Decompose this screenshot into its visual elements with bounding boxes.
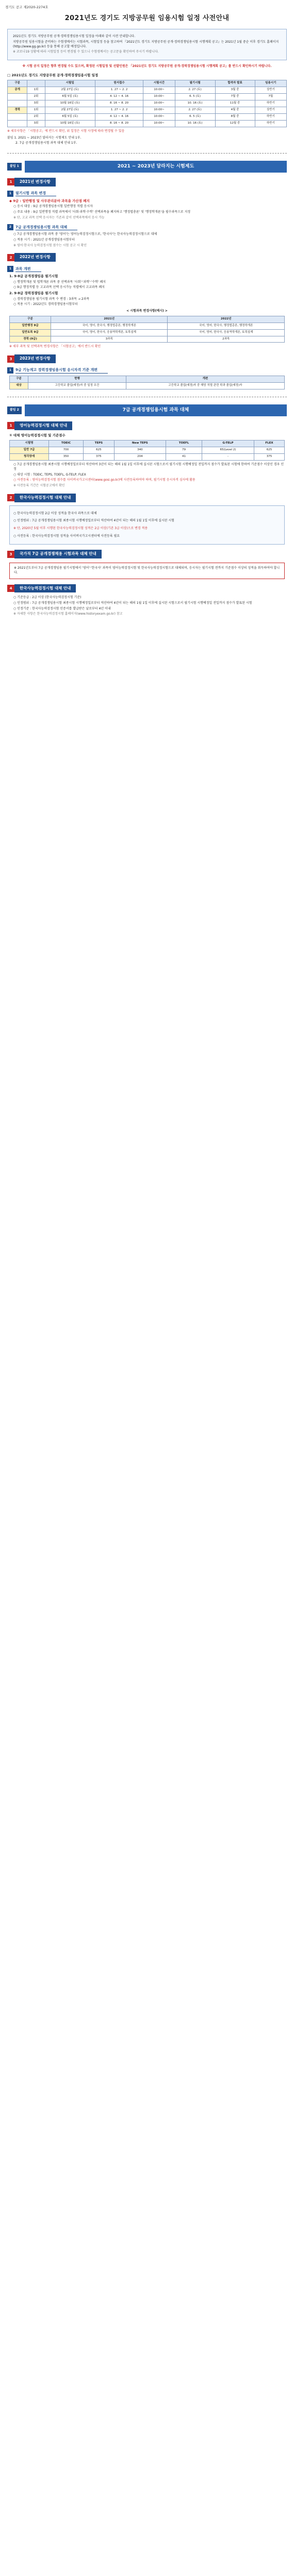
section-label: 한국사능력검정시험 대체 안내 — [14, 584, 76, 593]
table-cell: 청각장애 — [10, 454, 49, 461]
item-text: ○ 인정범위 : 7급 공개경쟁임용시험 최종시험 시행예정일로부터 역산하여 4년이 되는 해의 1월 1일 이후에 실시된 시험 — [13, 519, 174, 523]
table-header: 구분 — [10, 376, 28, 383]
table-row — [8, 87, 287, 94]
subsection-heading — [7, 224, 287, 230]
table-cell: 국어, 영어, 한국사, 응용역학개론, 토목설계 — [51, 329, 168, 336]
table-row — [8, 113, 287, 120]
table-header: G-TELP — [202, 440, 254, 447]
table-header: 필기시험 — [175, 80, 215, 87]
table-cell: 1회 — [27, 87, 45, 94]
item-text: ※ 사전등록 기간은 시험공고에서 확인 — [13, 483, 65, 487]
item-title: ① 대체 영어능력검정시험 및 기준점수 — [9, 433, 66, 437]
table-cell: 65(Level 2) — [202, 447, 254, 454]
table-cell: 공개 — [8, 87, 27, 94]
table-cell: 상반기 — [255, 107, 286, 114]
item-title: 2. 9·8급 경력경쟁임용 필기시험 — [9, 291, 58, 296]
section-label: 2021년 변경사항 — [14, 178, 56, 187]
section-heading — [7, 253, 287, 262]
table-row — [8, 100, 287, 107]
section-label: 2023년 변경사항 — [14, 354, 56, 363]
table-cell: 일반토목 9급 — [10, 329, 51, 336]
page-title: 2021년도 경기도 지방공무원 임용시험 일정 사전안내 — [64, 14, 230, 23]
section-heading — [7, 550, 287, 558]
table-cell: 11월 중 — [215, 100, 255, 107]
table-cell: 10:00~ — [143, 107, 175, 114]
item-text: ※ 단, 고교 과목 선택 응시자는 기존과 같이 선택과목에서 응시 가능 — [13, 215, 105, 219]
item-text: ○ 적용 시기 : 2022년도 경력경쟁임용시험부터 — [13, 302, 78, 307]
important-notice-text: ※ 2021년도부터 7급 공개경쟁임용 필기시험에서 '영어'·'한국사' 과목이 영어능력검정시험 및 한국사능력검정시험으로 대체되며, 응시자는 필기시험 전까지 기준점수 이상의 성적을 취득하여야 합니다. — [14, 566, 280, 574]
subsection-label: 9급 기능계고 경력경쟁임용시험 응시자격 기준 개편 — [15, 367, 108, 373]
important-notice-box — [9, 563, 285, 579]
table-row — [8, 107, 287, 114]
subsection-label: 7급 공개경쟁임용시험 과목 대체 — [15, 225, 77, 230]
table-cell: 국어, 영어, 한국사, 응용역학개론, 토목설계 — [168, 329, 285, 336]
table-cell: 375 — [254, 454, 284, 461]
table-cell — [8, 100, 27, 107]
subsection-number: 1 — [7, 367, 13, 374]
table-row — [10, 447, 285, 454]
table-cell: 8. 16 ~ 8. 20 — [95, 100, 143, 107]
subject-note: ※ 세부 과목 및 선택과목 변경사항은 「시험공고」에서 반드시 확인 — [9, 345, 101, 349]
schedule-note: ※ 세부사항은 「시험공고」에 반드시 확인, 위 일정은 시험 사정에 따라 변경될 수 있음 — [7, 129, 125, 133]
table-cell: 10:00~ — [143, 113, 175, 120]
attachment-note: 2. 7급 공개경쟁임용시험 과목 대체 안내 1부. — [15, 141, 77, 145]
table-cell: 하반기 — [255, 113, 286, 120]
table-cell: 3회 — [27, 100, 45, 107]
intro-paragraph: 2021년도 경기도 지방공무원 공개·경력경쟁임용시험 일정을 아래와 같이 사전 안내합니다. — [13, 35, 136, 39]
table-cell: 340 — [114, 447, 166, 454]
table-cell: 8. 16 ~ 8. 20 — [95, 120, 143, 127]
content-item — [9, 596, 285, 617]
table-header: 시험시간 — [143, 80, 175, 87]
section-heading — [7, 494, 287, 502]
table-cell: 41 — [166, 454, 202, 461]
section-label: 2022년 변경사항 — [14, 253, 56, 262]
item-text: ○ 사전등록 : 한국사능력검정시험 성적을 사이버국가고시센터에 사전등록 필요 — [13, 534, 120, 538]
section-heading — [7, 421, 287, 430]
table-row — [10, 323, 285, 329]
section-number: 2 — [7, 254, 14, 261]
content-item — [9, 199, 285, 220]
table-cell: 6월 5일 (토) — [45, 94, 95, 100]
table-cell: 3월 중 — [215, 87, 255, 94]
item-text: ○ 주요 내용 : 9급 일반행정 직렬 과목에서 '사회·과학·수학' 선택과목을 폐지하고 '행정법총론' 및 '행정학개론'을 필수과목으로 지정 — [13, 210, 191, 214]
table-cell: 4. 12 ~ 4. 16 — [95, 113, 143, 120]
section-label: 영어능력검정시험 대체 안내 — [14, 421, 72, 430]
section-number: 3 — [7, 551, 14, 558]
table-cell: 204 — [114, 454, 166, 461]
table-cell: 2과목 — [168, 336, 285, 343]
table-header: 시험명 — [10, 440, 49, 447]
item-text: ○ 응시 대상 : 9급 공개경쟁임용시험 일반행정 직렬 응시자 — [13, 205, 93, 209]
item-text: ※ 영어·한국사 능력검정시험 점수는 시험 공고 시 확인 — [13, 243, 87, 247]
item-text: ○ 기준등급 : 2급 이상 (한국사능력검정시험 기준) — [13, 596, 81, 600]
table-header: TOEIC — [49, 440, 84, 447]
table-cell: 대상 — [10, 383, 28, 389]
item-text: ○ 인정기준 : 한국사능력검정시험 인증서를 발급받은 날로부터 4년 이내 — [13, 606, 111, 611]
subsection-label: 과목 개편 — [15, 266, 41, 272]
table-cell: 6. 5 (토) — [175, 113, 215, 120]
table-header: FLEX — [254, 440, 284, 447]
english-table — [9, 440, 285, 461]
section-heading — [7, 178, 287, 187]
table-cell: 375 — [84, 454, 115, 461]
table-cell: 4. 12 ~ 4. 16 — [95, 94, 143, 100]
table-cell: 7월 중 — [215, 94, 255, 100]
table-cell: 일반 7급 — [10, 447, 49, 454]
item-text: ○ 한국사능력검정시험 2급 이상 성적을 한국사 과목으로 대체 — [13, 511, 97, 515]
table-row — [8, 94, 287, 100]
table-cell: 2월 27일 (토) — [45, 87, 95, 94]
table-cell: 국어, 영어, 한국사, 행정법총론, 행정학개론 — [168, 323, 285, 329]
item-title: ◆ 9급 : 일반행정 및 사무관리분야 과목을 가산점 폐지 — [9, 198, 90, 203]
table-cell: 3회 — [27, 120, 45, 127]
notice-number: 경기도 공고 제2020-2274호 — [5, 5, 48, 9]
table-cell — [8, 113, 27, 120]
attachment-title: 2021 ~ 2023년 달라지는 시험제도 — [25, 161, 287, 173]
table-cell: 10:00~ — [143, 100, 175, 107]
section-number: 4 — [7, 585, 14, 592]
english-body — [10, 447, 285, 461]
content-item — [9, 463, 285, 488]
intro-paragraph: 지방공무원 임용시험을 준비하는 수험생께서는 시험과목, 시험일정 등을 참고하여 『2021년도 경기도 지방공무원 공개·경력경쟁임용시험 시행계획 공고』는 2021년 1월 중순 이후 경기도 홈페이지(http://www.gg.go.kr) 등을 통해 공고할 예정입니다. — [13, 40, 279, 48]
item-title: 1. 9·8급 공개경쟁임용 필기시험 — [9, 274, 58, 279]
table-header: 구분 — [10, 316, 51, 323]
table-cell: 10. 16 (토) — [175, 100, 215, 107]
eligibility-table — [9, 376, 285, 389]
schedule-table-wrap — [7, 80, 287, 127]
section-number: 1 — [7, 422, 14, 429]
table-cell: 79 — [166, 447, 202, 454]
schedule-caption: □ 2021년도 경기도 지방공무원 공개·경력경쟁임용시험 일정 — [7, 73, 99, 77]
table-header: 합격자 발표 — [215, 80, 255, 87]
table-cell: 일반행정 9급 — [10, 323, 51, 329]
subject-body — [10, 323, 285, 343]
table-cell: 하반기 — [255, 100, 286, 107]
subsection-heading — [7, 367, 287, 374]
table-cell: 고등학교 졸업(예정)자 중 해당 직렬 관련 학과 졸업(예정)자 — [126, 383, 284, 389]
item-text: ○ 사전등록 : 영어능력검정시험 점수를 사이버국가고시센터(www.gosi.go.kr)에 사전등록하여야 하며, 필기시험 응시자격 심사에 활용 — [13, 478, 195, 482]
item-text: ○ 인정범위 : 7급 공개경쟁임용시험 최종시험 시행예정일로부터 역산하여 4년이 되는 해의 1월 1일 이후에 실시된 시험으로서 필기시험 시행예정일 전일까지 점수가 발표된 시험 — [13, 601, 252, 605]
subsection-number: 2 — [7, 224, 13, 230]
table-cell — [8, 120, 27, 127]
table-cell: 10월 16일 (토) — [45, 120, 95, 127]
table-header: 시험일 — [45, 80, 95, 87]
table-cell: 하반기 — [255, 120, 286, 127]
table-cell: 350 — [49, 454, 84, 461]
table-cell: - — [202, 454, 254, 461]
table-row — [10, 336, 285, 343]
eligibility-table-wrap — [9, 376, 285, 389]
table-cell: 10:00~ — [143, 120, 175, 127]
subsection-heading — [7, 266, 287, 272]
item-text: ○ 적용 시기 : 2021년 공개경쟁임용시험부터 — [13, 238, 75, 242]
attachment-banner — [7, 161, 287, 173]
schedule-table — [7, 80, 287, 127]
item-text: ○ 대상 시험 : TOEIC, TEPS, TOEFL, G-TELP, FLEX — [13, 472, 86, 477]
item-text: ※ 단, 2020년 5월 이후 시행된 한국사능력검정시험 성적은 2급 이상(기존 3급 이상)으로 변경 적용 — [13, 526, 148, 530]
subject-table — [9, 316, 285, 343]
subsection-number: 1 — [7, 191, 13, 197]
table-header: 원서접수 — [95, 80, 143, 87]
table-row — [10, 383, 285, 389]
table-row — [10, 454, 285, 461]
table-cell — [8, 94, 27, 100]
table-cell: 1. 27 ~ 2. 2 — [95, 87, 143, 94]
table-cell: 10:00~ — [143, 94, 175, 100]
table-cell: 2월 27일 (토) — [45, 107, 95, 114]
item-text: ○ 7급 공개경쟁임용시험 최종시험 시행예정일로부터 역산하여 3년이 되는 해의 1월 1일 이후에 실시된 시험으로서 필기시험 시행예정일 전일까지 점수가 발표된 시험에 한하여 기준점수 이상인 경우 인정 — [13, 463, 284, 471]
content-item — [9, 433, 285, 438]
attachment-note: 붙임 1. 2021 ~ 2023년 달라지는 시험제도 안내 1부. — [7, 135, 81, 140]
table-row — [8, 120, 287, 127]
attachment-banner — [7, 404, 287, 416]
table-cell: 625 — [84, 447, 115, 454]
english-table-wrap — [9, 440, 285, 461]
table-cell: 10월 16일 (토) — [45, 100, 95, 107]
table-cell: 7월 — [255, 94, 286, 100]
item-text: ○ 7급 공개경쟁임용시험 과목 중 '영어'는 영어능력검정시험으로, '한국사'는 한국사능력검정시험으로 대체 — [13, 232, 157, 236]
schedule-body — [8, 87, 287, 127]
table-header: New TEPS — [114, 440, 166, 447]
table-header: 구분 — [8, 80, 27, 87]
table-cell: 2회 — [27, 94, 45, 100]
table-cell: 2회 — [27, 113, 45, 120]
section-label: 한국사능력검정시험 대체 안내 — [14, 494, 76, 502]
table-cell: 10. 16 (토) — [175, 120, 215, 127]
table-row — [10, 329, 285, 336]
table-caption: < 시험과목 변경사항(예시) > — [126, 309, 168, 313]
table-cell: 8월 중 — [215, 113, 255, 120]
content-item — [9, 274, 285, 307]
table-cell: 12월 중 — [215, 120, 255, 127]
attachment-title: 7급 공개경쟁임용시험 과목 대체 — [25, 404, 287, 416]
item-text: ○ 경력경쟁임용 필기시험 과목 수 변경 : 3과목 → 2과목 — [13, 297, 90, 301]
section-number: 1 — [7, 178, 14, 185]
section-label: 국가직 7급 공개경쟁채용 시험과목 대체 안내 — [14, 550, 102, 558]
table-cell: 4월 중 — [215, 107, 255, 114]
intro-box — [7, 29, 287, 60]
attachment-tag: 붙임 2 — [7, 406, 22, 414]
section-number: 3 — [7, 355, 14, 363]
section-heading — [7, 584, 287, 593]
table-cell: 상반기 — [255, 87, 286, 94]
table-header: TEPS — [84, 440, 115, 447]
table-cell: 1. 27 ~ 2. 2 — [95, 107, 143, 114]
table-header: 현행 — [28, 376, 126, 383]
table-cell: 3과목 — [51, 336, 168, 343]
item-text: ○ 9급 행정직렬 등 고교과목 선택 응시가능 직렬에서 고교과목 폐지 — [13, 285, 105, 290]
table-cell: 700 — [49, 447, 84, 454]
eligibility-body — [10, 383, 285, 389]
subsection-label: 필기시험 과목 변경 — [15, 191, 56, 196]
section-divider — [7, 153, 287, 154]
table-header: TOEFL — [166, 440, 202, 447]
item-text: ○ 행정학개론 및 법학개론 과목 중 선택과목 '사회'·'과학'·'수학' 폐지 — [13, 280, 106, 284]
table-cell: 고등학교 졸업(예정)자 중 일정 조건 — [28, 383, 126, 389]
table-cell: 경력 — [8, 107, 27, 114]
item-text: ※ 자세한 사항은 한국사능력검정시험 홈페이지(www.historyexam.go.kr) 참고 — [13, 612, 123, 616]
subject-table-wrap — [9, 316, 285, 343]
table-header: 2021년 — [51, 316, 168, 323]
table-header: 개편 — [126, 376, 284, 383]
table-cell: 1회 — [27, 107, 45, 114]
warning-text: ※ 시험 공지 일정은 향후 변경될 수도 있으며, 확정된 시험일정 및 선발인원은 「2021년도 경기도 지방공무원 공개·경력경쟁임용시험 시행계획 공고」를 반드시 확인하시기 바랍니다. — [22, 64, 272, 69]
subsection-heading — [7, 191, 287, 197]
intro-paragraph: ※ 코로나19 상황에 따라 시험일정 등이 변경될 수 있으니 수험생께서는 공고문을 확인하여 주시기 바랍니다. — [13, 50, 159, 54]
attachment-tag: 붙임 1 — [7, 163, 22, 171]
content-box — [9, 505, 285, 545]
table-cell: 6월 5일 (토) — [45, 113, 95, 120]
content-item — [9, 232, 285, 248]
table-cell: 10:00~ — [143, 87, 175, 94]
table-cell: 625 — [254, 447, 284, 454]
table-cell: 경력 (9급) — [10, 336, 51, 343]
table-header: 2022년 — [168, 316, 285, 323]
table-cell: 국어, 영어, 한국사, 행정법총론, 행정학개론 — [51, 323, 168, 329]
table-cell: 2. 27 (토) — [175, 107, 215, 114]
section-heading — [7, 354, 287, 363]
table-cell: 6. 5 (토) — [175, 94, 215, 100]
table-cell: 2. 27 (토) — [175, 87, 215, 94]
section-number: 2 — [7, 494, 14, 501]
subsection-number: 1 — [7, 266, 13, 272]
table-header — [27, 80, 45, 87]
table-header: 임용시기 — [255, 80, 286, 87]
